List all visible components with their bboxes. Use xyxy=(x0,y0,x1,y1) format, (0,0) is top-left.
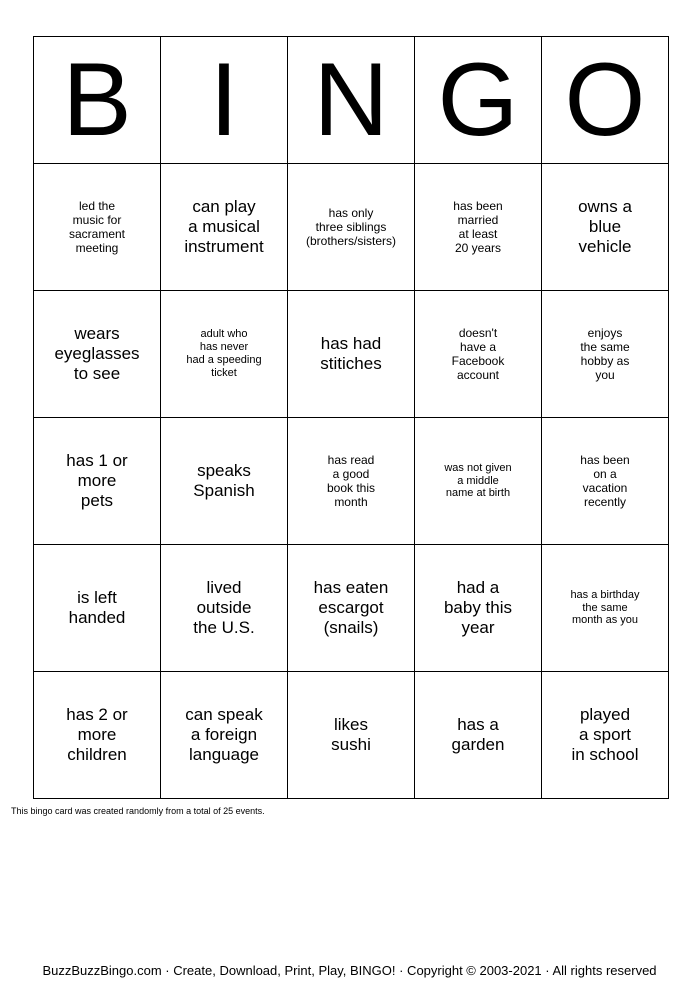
footer-copyright: BuzzBuzzBingo.com · Create, Download, Print, Play, BINGO! · Copyright © 2003-2021 · All rights reserved xyxy=(42,963,657,978)
bingo-cell[interactable]: has read a good book this month xyxy=(288,418,415,545)
bingo-cell[interactable]: led the music for sacrament meeting xyxy=(34,164,161,291)
bingo-row xyxy=(34,672,669,799)
bingo-cell[interactable]: can speak a foreign language xyxy=(161,672,288,799)
bingo-card xyxy=(33,36,669,799)
bingo-cell[interactable]: has a birthday the same month as you xyxy=(542,545,669,672)
bingo-cell[interactable]: has a garden xyxy=(415,672,542,799)
bingo-cell[interactable]: is left handed xyxy=(34,545,161,672)
bingo-cell[interactable]: has 1 or more pets xyxy=(34,418,161,545)
bingo-cell[interactable]: adult who has never had a speeding ticket xyxy=(161,291,288,418)
bingo-cell[interactable]: doesn't have a Facebook account xyxy=(415,291,542,418)
header-letter-g: G xyxy=(415,37,542,164)
card-generation-note: This bingo card was created randomly from a total of 25 events. xyxy=(11,806,265,816)
bingo-cell[interactable]: was not given a middle name at birth xyxy=(415,418,542,545)
header-letter-i: I xyxy=(161,37,288,164)
header-letter-o: O xyxy=(542,37,669,164)
bingo-cell[interactable]: had a baby this year xyxy=(415,545,542,672)
bingo-cell[interactable]: has 2 or more children xyxy=(34,672,161,799)
bingo-row xyxy=(34,418,669,545)
bingo-header-row xyxy=(34,37,669,164)
bingo-cell[interactable]: has been married at least 20 years xyxy=(415,164,542,291)
bingo-cell[interactable]: can play a musical instrument xyxy=(161,164,288,291)
header-letter-n: N xyxy=(288,37,415,164)
bingo-cell[interactable]: played a sport in school xyxy=(542,672,669,799)
bingo-cell[interactable]: lived outside the U.S. xyxy=(161,545,288,672)
bingo-row xyxy=(34,164,669,291)
bingo-cell[interactable]: wears eyeglasses to see xyxy=(34,291,161,418)
bingo-cell[interactable]: has only three siblings (brothers/sisters) xyxy=(288,164,415,291)
bingo-cell[interactable]: has been on a vacation recently xyxy=(542,418,669,545)
bingo-cell[interactable]: speaks Spanish xyxy=(161,418,288,545)
bingo-cell[interactable]: owns a blue vehicle xyxy=(542,164,669,291)
bingo-cell[interactable]: enjoys the same hobby as you xyxy=(542,291,669,418)
bingo-cell[interactable]: has had stitiches xyxy=(288,291,415,418)
header-letter-b: B xyxy=(34,37,161,164)
bingo-cell[interactable]: likes sushi xyxy=(288,672,415,799)
bingo-row xyxy=(34,545,669,672)
bingo-row xyxy=(34,291,669,418)
bingo-cell[interactable]: has eaten escargot (snails) xyxy=(288,545,415,672)
